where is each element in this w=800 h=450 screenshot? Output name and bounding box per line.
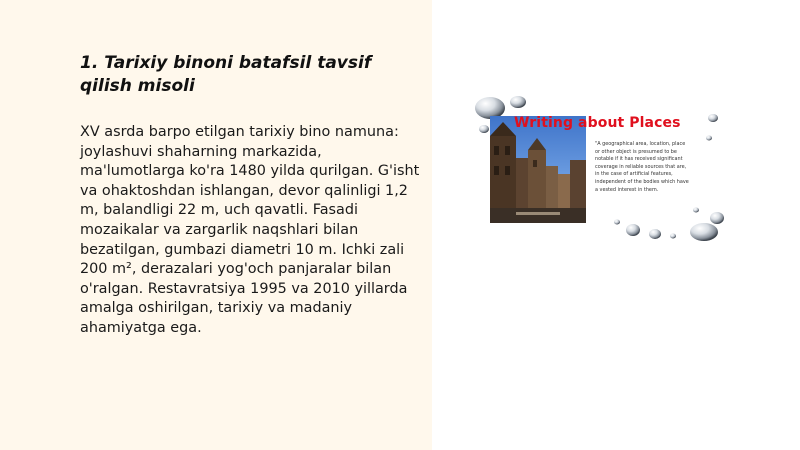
historic-street-photo [490,116,586,223]
figure-title: Writing about Places [514,115,681,131]
writing-about-places-figure [474,96,726,244]
slide-body-text: XV asrda barpo etilgan tarixiy bino namuna: joylashuvi shaharning markazida, ma'lumotlarga ko'ra 1480 yilda qurilgan. G'isht va ohaktoshdan ishlangan, devor qalinligi 1,2 m, balandligi 22 m, uch qavatli. Fasadi mozaikalar va zargarlik naqshlari bilan bezatilgan, gumbazi diametri 10 m. Ichki zali 200 m², derazalari yog'och panjaralar bilan o'ralgan. Restavratsiya 1995 va 2010 yillarda amalga oshirilgan, tarixiy va madaniy ahamiyatga ega. [80,124,420,336]
figure-caption: "A geographical area, location, place or other object is presumed to be notable if it has received significant coverage in reliable sources that are, in the case of artificial features, independent of the bodies which have a vested interest in them. [595,141,689,193]
slide-title: 1. Tarixiy binoni batafsil tavsif qilish misoli [80,53,372,96]
